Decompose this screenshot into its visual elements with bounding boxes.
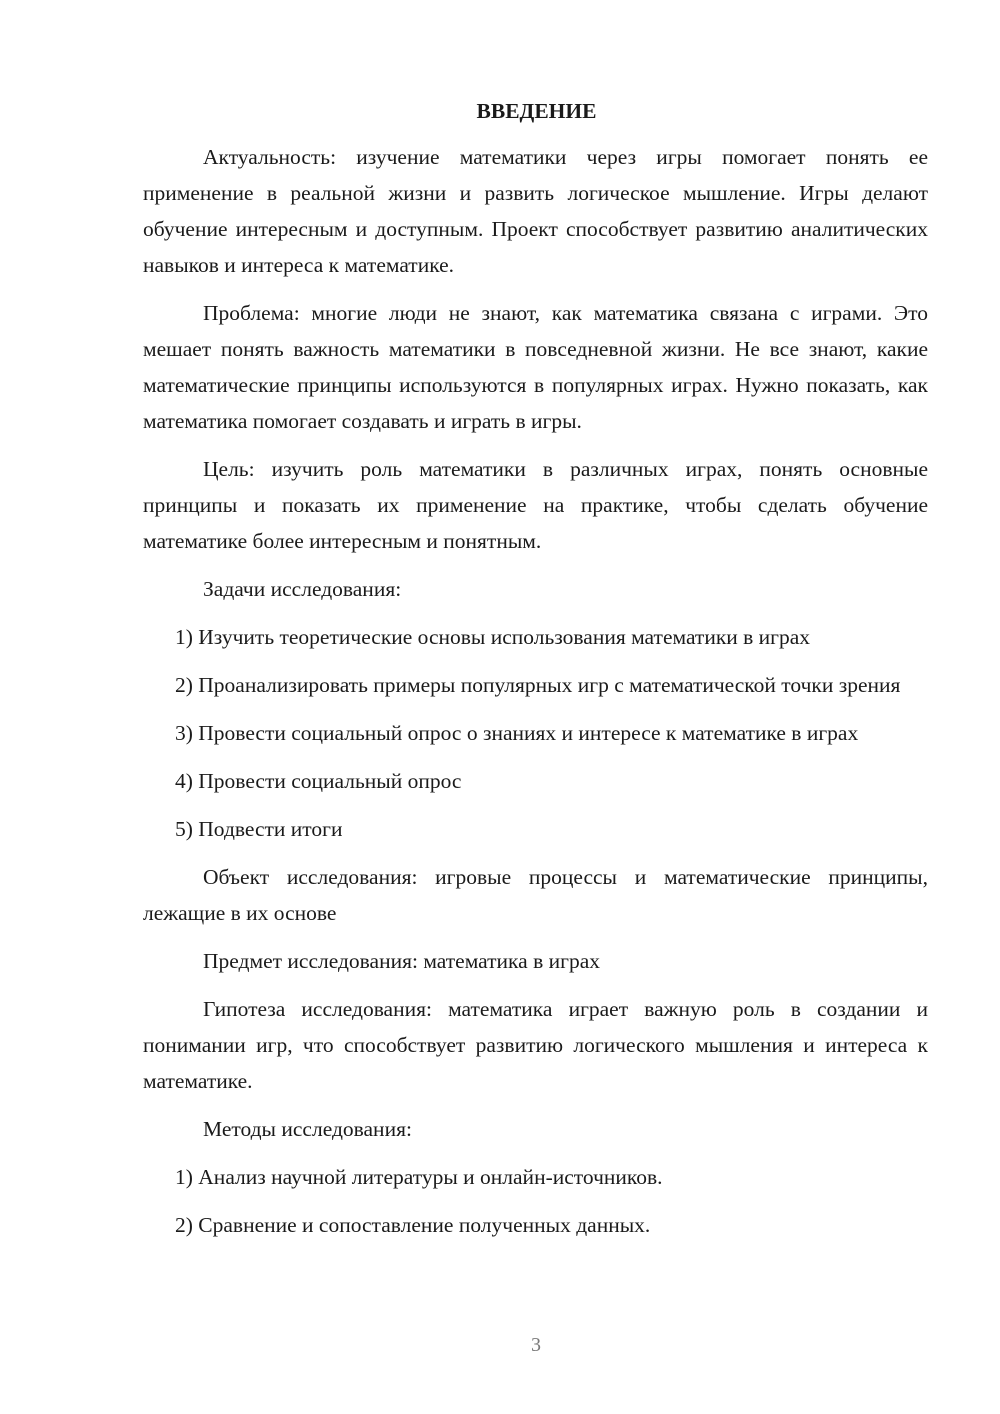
paragraph-relevance: Актуальность: изучение математики через игры помогает понять ее применение в реальной жизни и развить логическое мышление. Игры делают обучение интересным и доступным. Проект способствует развитию аналитических навыков и интереса к математике. <box>143 145 928 277</box>
task-item-3: 3) Провести социальный опрос о знаниях и интересе к математике в играх <box>175 721 859 745</box>
tasks-heading: Задачи исследования: <box>203 577 402 601</box>
task-item-4: 4) Провести социальный опрос <box>175 769 462 793</box>
page-title: ВВЕДЕНИЕ <box>476 99 597 123</box>
task-item-2: 2) Проанализировать примеры популярных игр с математической точки зрения <box>175 673 901 697</box>
page-content <box>143 94 928 1243</box>
paragraph-object: Объект исследования: игровые процессы и математические принципы, лежащие в их основе <box>143 865 928 925</box>
paragraph-hypothesis: Гипотеза исследования: математика играет важную роль в создании и понимании игр, что способствует развитию логического мышления и интереса к математике. <box>143 997 928 1093</box>
task-item-1: 1) Изучить теоретические основы использования математики в играх <box>175 625 811 649</box>
methods-heading: Методы исследования: <box>203 1117 412 1141</box>
page-number: 3 <box>531 1334 541 1356</box>
method-item-1: 1) Анализ научной литературы и онлайн-источников. <box>175 1165 663 1189</box>
paragraph-problem: Проблема: многие люди не знают, как математика связана с играми. Это мешает понять важность математики в повседневной жизни. Не все знают, какие математические принципы используются в популярных играх. Нужно показать, как математика помогает создавать и играть в игры. <box>143 301 928 433</box>
paragraph-subject: Предмет исследования: математика в играх <box>203 949 600 973</box>
paragraph-goal: Цель: изучить роль математики в различных играх, понять основные принципы и показать их применение на практике, чтобы сделать обучение математике более интересным и понятным. <box>143 457 928 553</box>
task-item-5: 5) Подвести итоги <box>175 817 343 841</box>
method-item-2: 2) Сравнение и сопоставление полученных данных. <box>175 1213 651 1237</box>
